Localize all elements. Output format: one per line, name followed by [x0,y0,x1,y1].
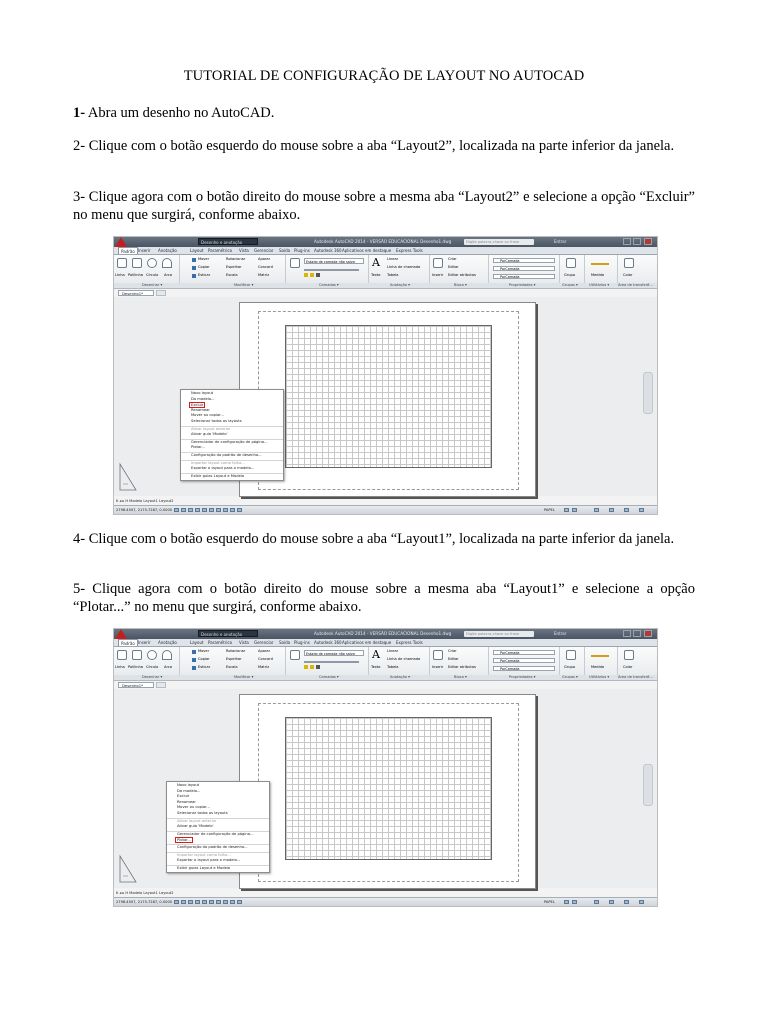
lock-toolbar-icon[interactable] [624,508,629,512]
ribbon-panel [114,647,657,676]
insert-block-icon[interactable] [433,258,443,268]
copy-button[interactable]: Copiar [198,657,210,661]
transparency-icon[interactable] [237,900,242,904]
trim-button[interactable]: Aparar [258,257,271,261]
step-3: 3- Clique agora com o botão direito do mouse sobre a mesma aba “Layout2” e selecione a opção “Excluir” no menu que surgirá, conforme abaixo. [73,189,695,223]
fillet-button[interactable]: Concord [258,657,273,661]
transparency-icon[interactable] [237,508,242,512]
paper-space-indicator[interactable]: PAPEL [544,508,555,512]
text-tool-icon[interactable]: A [372,648,380,661]
stretch-icon [192,666,196,670]
clipboard-panel [618,255,656,283]
modify-panel [180,647,286,675]
linetype-dropdown[interactable]: PorCamada [493,266,555,271]
clean-screen-icon[interactable] [639,900,644,904]
move-button[interactable]: Mover [198,649,210,653]
ribbon-tab[interactable]: Paramétrico [208,640,233,645]
utilities-panel [585,255,618,283]
leader-button[interactable]: Linha de chamada [387,657,421,661]
draw-tool-label: Arco [164,273,173,277]
leader-button[interactable]: Linha de chamada [387,265,421,269]
ribbon-tab[interactable]: Gerenciar [254,248,274,253]
rotate-button[interactable]: Rotacionar [226,257,246,261]
menu-item-activate-previous[interactable]: Ativar layout anterior [181,426,283,433]
lock-toolbar-icon[interactable] [624,900,629,904]
group-label: Grupo [564,665,576,669]
panel-label[interactable]: Grupos ▾ [562,283,578,287]
block-panel [430,255,489,283]
scale-button[interactable]: Escala [226,665,238,669]
maximize-icon[interactable] [633,238,641,245]
dynamic-ucs-icon[interactable] [216,508,221,512]
measure-icon[interactable] [591,263,609,265]
object-snap-tracking-icon[interactable] [209,508,214,512]
copy-button[interactable]: Copiar [198,265,210,269]
move-icon [192,650,196,654]
draw-tool-label: Círculo [146,665,159,669]
utilities-panel [585,647,618,675]
minimize-icon[interactable] [623,630,631,637]
layer-freeze-icon[interactable] [310,273,314,277]
window-title: Autodesk AutoCAD 2014 - VERSÃO EDUCACIONAL Desenho1.dwg [314,631,452,636]
properties-panel [489,647,560,675]
ribbon-tab[interactable]: Saída [279,248,291,253]
menu-item-rename[interactable]: Renomear [191,407,210,412]
step-1 [73,104,695,122]
ribbon-tab[interactable]: Autodesk 360 [314,248,342,253]
quick-view-drawings-icon[interactable] [572,900,577,904]
clipboard-panel [618,647,656,675]
sign-in-link[interactable]: Entrar [554,239,567,244]
mirror-button[interactable]: Espelhar [226,265,242,269]
ribbon-tab[interactable]: Express Tools [396,248,423,253]
menu-item-new-layout[interactable]: Novo layout [191,391,214,395]
annotation-scale-icon[interactable] [594,508,599,512]
menu-item-move-copy[interactable]: Mover ou copiar... [191,413,224,418]
insert-block-label: Inserir [432,665,444,669]
quick-view-layouts-icon[interactable] [564,508,569,512]
ribbon-tab[interactable]: Anotação [158,248,177,253]
mirror-button[interactable]: Espelhar [226,657,242,661]
draw-panel [114,255,180,283]
measure-label: Medida [591,273,605,277]
dynamic-ucs-icon[interactable] [216,900,221,904]
panel-labels-bar [114,675,657,681]
table-button[interactable]: Tabela [387,273,399,277]
panel-label[interactable]: Camadas ▾ [319,283,339,287]
step-1-number: 1- [73,105,86,121]
viewport-grid[interactable] [285,325,492,468]
text-tool-label: Texto [371,665,381,669]
panel-label[interactable]: Utilitários ▾ [589,283,610,287]
coordinates-readout: 2798.4507, 2175.7287, 0.0000 [116,900,173,904]
ribbon-tab[interactable]: Express Tools [396,640,423,645]
ortho-mode-icon[interactable] [188,900,193,904]
vertical-scrollbar[interactable] [643,372,653,414]
panel-label[interactable]: Área de transferê... [618,675,653,679]
step-4: 4- Clique com o botão esquerdo do mouse sobre a aba “Layout1”, localizada na parte inferior da janela. [73,531,675,547]
array-button[interactable]: Matriz [258,665,270,669]
autocad-logo-icon[interactable] [115,237,127,247]
paste-label: Colar [623,665,633,669]
clean-screen-icon[interactable] [639,508,644,512]
annotation-panel [369,647,430,675]
move-button[interactable]: Mover [198,257,210,261]
fillet-button[interactable]: Concord [258,265,273,269]
document-title: TUTORIAL DE CONFIGURAÇÃO DE LAYOUT NO AUTOCAD [183,68,585,84]
copy-icon [192,266,196,270]
menu-item-plot[interactable] [181,445,283,451]
scale-button[interactable]: Escala [226,273,238,277]
annotation-panel [369,255,430,283]
quick-view-layouts-icon[interactable] [564,900,569,904]
arc-icon[interactable] [162,650,172,660]
color-dropdown[interactable]: PorCamada [493,258,555,263]
snap-mode-icon[interactable] [174,900,179,904]
ribbon-tab[interactable]: Vista [239,640,249,645]
arc-icon[interactable] [162,258,172,268]
menu-item-move-copy[interactable]: Mover ou copiar... [177,805,210,810]
menu-item-select-all[interactable]: Selecionar todos os layouts [191,418,242,423]
paper-space-indicator[interactable]: PAPEL [544,900,555,904]
autocad-screenshot-plotar [113,628,658,907]
panel-label[interactable]: Área de transferê... [618,283,653,287]
menu-item-from-template[interactable]: Do modelo... [191,396,215,401]
lineweight-dropdown[interactable]: PorCamada [493,666,555,671]
menu-item-select-all[interactable]: Selecionar todos os layouts [177,810,228,815]
status-bar [114,505,657,514]
draw-tool-label: Círculo [146,273,159,277]
edit-block-button[interactable]: Editar [448,657,459,661]
ribbon-tab-bar [114,247,657,255]
layer-state-dropdown[interactable]: Estado de camada não salvo [304,650,364,656]
ribbon-tab[interactable]: Layout [190,248,204,253]
layer-properties-icon[interactable] [290,258,300,268]
menu-item-from-template[interactable]: Do modelo... [177,788,201,793]
menu-item-activate-model[interactable]: Ativar guia 'Modelo' [177,824,214,829]
title-bar [114,629,657,639]
dynamic-input-icon[interactable] [223,900,228,904]
paste-icon[interactable] [624,650,634,660]
lineweight-icon[interactable] [230,508,235,512]
menu-item-drafting-standards[interactable]: Configuração do padrão de desenho... [167,844,269,851]
menu-item-export-to-model[interactable]: Exportar o layout para o modelo... [191,466,255,471]
layout-paper-sheet [239,694,536,889]
ribbon-tab[interactable]: Plug-ins [294,640,310,645]
rotate-button[interactable]: Rotacionar [226,649,246,653]
annotation-scale-icon[interactable] [594,900,599,904]
draw-tool-label: Linha [115,665,125,669]
linetype-dropdown[interactable]: PorCamada [493,658,555,663]
grid-display-icon[interactable] [181,508,186,512]
draw-tool-label: Polilinha [128,665,143,669]
panel-label[interactable]: Propriedades ▾ [509,283,536,287]
lineweight-dropdown[interactable]: PorCamada [493,274,555,279]
circle-icon[interactable] [147,258,157,268]
model-layout-tabs[interactable]: K ◂ ▸ H Modelo Layout1 Layout2 [116,499,174,503]
menu-item-plot-label: Plotar... [177,838,191,843]
panel-label[interactable]: Bloco ▾ [454,675,467,679]
panel-label[interactable]: Bloco ▾ [454,283,467,287]
quick-view-drawings-icon[interactable] [572,508,577,512]
search-input[interactable]: Digite palavra-chave ou frase [464,239,534,245]
trim-button[interactable]: Aparar [258,649,271,653]
workspace-switch-icon[interactable] [609,900,614,904]
menu-item-page-setup[interactable]: Gerenciador de configuração de página... [167,831,269,838]
measure-label: Medida [591,665,605,669]
layers-panel [286,255,369,283]
drawing-file-tab[interactable]: Desenho1* [118,682,154,688]
ribbon-tab[interactable]: Plug-ins [294,248,310,253]
panel-label[interactable]: Grupos ▾ [562,675,578,679]
status-bar [114,897,657,906]
layer-lock-icon[interactable] [316,273,320,277]
workspace-switch-icon[interactable] [609,508,614,512]
menu-item-new-layout[interactable]: Novo layout [177,783,200,787]
layer-toolbar-divider [304,661,359,663]
text-tool-label: Texto [371,273,381,277]
group-icon[interactable] [566,650,576,660]
ribbon-tab[interactable]: Gerenciar [254,640,274,645]
paste-icon[interactable] [624,258,634,268]
panel-label[interactable]: Desenhar ▾ [142,675,163,679]
lineweight-icon[interactable] [230,900,235,904]
draw-tool-label: Polilinha [128,273,143,277]
line-icon[interactable] [117,650,127,660]
ribbon-tab[interactable]: Inserir [138,248,151,253]
circle-icon[interactable] [147,650,157,660]
copy-icon [192,658,196,662]
edit-attributes-button[interactable]: Editar atributos [448,273,476,277]
model-layout-tabs[interactable]: K ◂ ▸ H Modelo Layout1 Layout2 [116,891,174,895]
menu-item-display-tabs[interactable]: Exibir guias Layout e Modelo [167,865,269,872]
panel-label[interactable]: Anotação ▾ [390,283,410,287]
panel-label[interactable]: Modificar ▾ [234,675,254,679]
menu-item-delete-label: Excluir [177,794,190,799]
close-icon[interactable] [644,238,652,245]
ribbon-tab[interactable]: Layout [190,640,204,645]
stretch-button[interactable]: Esticar [198,665,211,669]
ribbon-tab-bar [114,639,657,647]
groups-panel [560,647,585,675]
create-block-button[interactable]: Criar [448,257,457,261]
autocad-screenshot-excluir [113,236,658,515]
stretch-button[interactable]: Esticar [198,273,211,277]
layer-on-icon[interactable] [304,273,308,277]
ribbon-tab[interactable]: Saída [279,640,291,645]
vertical-scrollbar[interactable] [643,764,653,806]
polyline-icon[interactable] [132,258,142,268]
window-title: Autodesk AutoCAD 2014 - VERSÃO EDUCACIONAL Desenho1.dwg [314,239,452,244]
create-block-button[interactable]: Criar [448,649,457,653]
new-drawing-tab-icon[interactable] [156,290,166,296]
layout-context-menu [166,781,270,873]
panel-label[interactable]: Camadas ▾ [319,675,339,679]
modify-panel [180,255,286,283]
viewport-grid[interactable] [285,717,492,860]
ribbon-tab[interactable]: Paramétrico [208,248,233,253]
workspace-dropdown[interactable]: Desenho e anotação [198,630,258,637]
polyline-icon[interactable] [132,650,142,660]
ribbon-panel [114,255,657,284]
menu-item-display-tabs[interactable]: Exibir guias Layout e Modelo [181,473,283,480]
menu-item-import-as-sheet[interactable]: Importar layout como folha... [181,460,283,467]
layer-toolbar-divider [304,269,359,271]
menu-item-activate-model[interactable]: Ativar guia 'Modelo' [191,432,228,437]
insert-block-icon[interactable] [433,650,443,660]
sign-in-link[interactable]: Entrar [554,631,567,636]
minimize-icon[interactable] [623,238,631,245]
object-snap-icon[interactable] [202,508,207,512]
draw-panel [114,647,180,675]
linear-dimension-button[interactable]: Linear [387,649,399,653]
ribbon-tab[interactable]: Aplicativos em destaque [342,248,392,253]
menu-item-rename[interactable]: Renomear [177,799,196,804]
step-1-text: Abra um desenho no AutoCAD. [85,105,275,121]
linear-dimension-button[interactable]: Linear [387,257,399,261]
maximize-icon[interactable] [633,630,641,637]
grid-display-icon[interactable] [181,900,186,904]
ortho-mode-icon[interactable] [188,508,193,512]
polar-tracking-icon[interactable] [195,508,200,512]
properties-panel [489,255,560,283]
autocad-logo-icon[interactable] [115,629,127,639]
menu-item-activate-previous[interactable]: Ativar layout anterior [167,818,269,825]
layers-panel [286,647,369,675]
group-label: Grupo [564,273,576,277]
menu-item-page-setup[interactable]: Gerenciador de configuração de página... [181,439,283,446]
new-drawing-tab-icon[interactable] [156,682,166,688]
table-button[interactable]: Tabela [387,665,399,669]
layer-on-icon[interactable] [304,665,308,669]
object-snap-icon[interactable] [202,900,207,904]
ribbon-tab[interactable]: Anotação [158,640,177,645]
layer-lock-icon[interactable] [316,665,320,669]
insert-block-label: Inserir [432,273,444,277]
ribbon-tab[interactable]: Padrão [118,639,138,646]
measure-icon[interactable] [591,655,609,657]
stretch-icon [192,274,196,278]
layout-context-menu [180,389,284,481]
drawing-file-tab[interactable]: Desenho1* [118,290,154,296]
object-snap-tracking-icon[interactable] [209,900,214,904]
text-tool-icon[interactable]: A [372,256,380,269]
search-input[interactable]: Digite palavra-chave ou frase [464,631,534,637]
panel-label[interactable]: Utilitários ▾ [589,675,610,679]
step-5: 5- Clique agora com o botão direito do mouse sobre a mesma aba “Layout1” e selecione a opção “Plotar...” no menu que surgirá, conforme abaixo. [73,581,695,615]
groups-panel [560,255,585,283]
ribbon-tab[interactable]: Aplicativos em destaque [342,640,392,645]
draw-tool-label: Linha [115,273,125,277]
menu-item-delete-label: Excluir [191,403,204,408]
title-bar [114,237,657,247]
panel-label[interactable]: Desenhar ▾ [142,283,163,287]
group-icon[interactable] [566,258,576,268]
draw-tool-label: Arco [164,665,173,669]
dynamic-input-icon[interactable] [223,508,228,512]
coordinates-readout: 2798.4507, 2175.7287, 0.0000 [116,508,173,512]
menu-item-import-as-sheet[interactable]: Importar layout como folha... [167,852,269,859]
ribbon-tab[interactable]: Padrão [118,247,138,254]
menu-item-export-to-model[interactable]: Exportar o layout para o modelo... [177,858,241,863]
edit-block-button[interactable]: Editar [448,265,459,269]
color-dropdown[interactable]: PorCamada [493,650,555,655]
menu-item-plot[interactable] [167,837,269,843]
layer-state-dropdown[interactable]: Estado de camada não salvo [304,258,364,264]
move-icon [192,258,196,262]
polar-tracking-icon[interactable] [195,900,200,904]
menu-item-drafting-standards[interactable]: Configuração do padrão de desenho... [181,452,283,459]
panel-label[interactable]: Propriedades ▾ [509,675,536,679]
snap-mode-icon[interactable] [174,508,179,512]
ucs-icon [118,462,138,492]
layer-freeze-icon[interactable] [310,665,314,669]
ucs-icon [118,854,138,884]
paste-label: Colar [623,273,633,277]
step-2: 2- Clique com o botão esquerdo do mouse sobre a aba “Layout2”, localizada na parte inferior da janela. [73,138,675,154]
line-icon[interactable] [117,258,127,268]
close-icon[interactable] [644,630,652,637]
menu-item-plot-label: Plotar... [191,445,205,450]
edit-attributes-button[interactable]: Editar atributos [448,665,476,669]
layer-properties-icon[interactable] [290,650,300,660]
workspace-dropdown[interactable]: Desenho e anotação [198,238,258,245]
block-panel [430,647,489,675]
array-button[interactable]: Matriz [258,273,270,277]
ribbon-tab[interactable]: Vista [239,248,249,253]
panel-label[interactable]: Anotação ▾ [390,675,410,679]
panel-labels-bar [114,283,657,289]
panel-label[interactable]: Modificar ▾ [234,283,254,287]
ribbon-tab[interactable]: Inserir [138,640,151,645]
ribbon-tab[interactable]: Autodesk 360 [314,640,342,645]
